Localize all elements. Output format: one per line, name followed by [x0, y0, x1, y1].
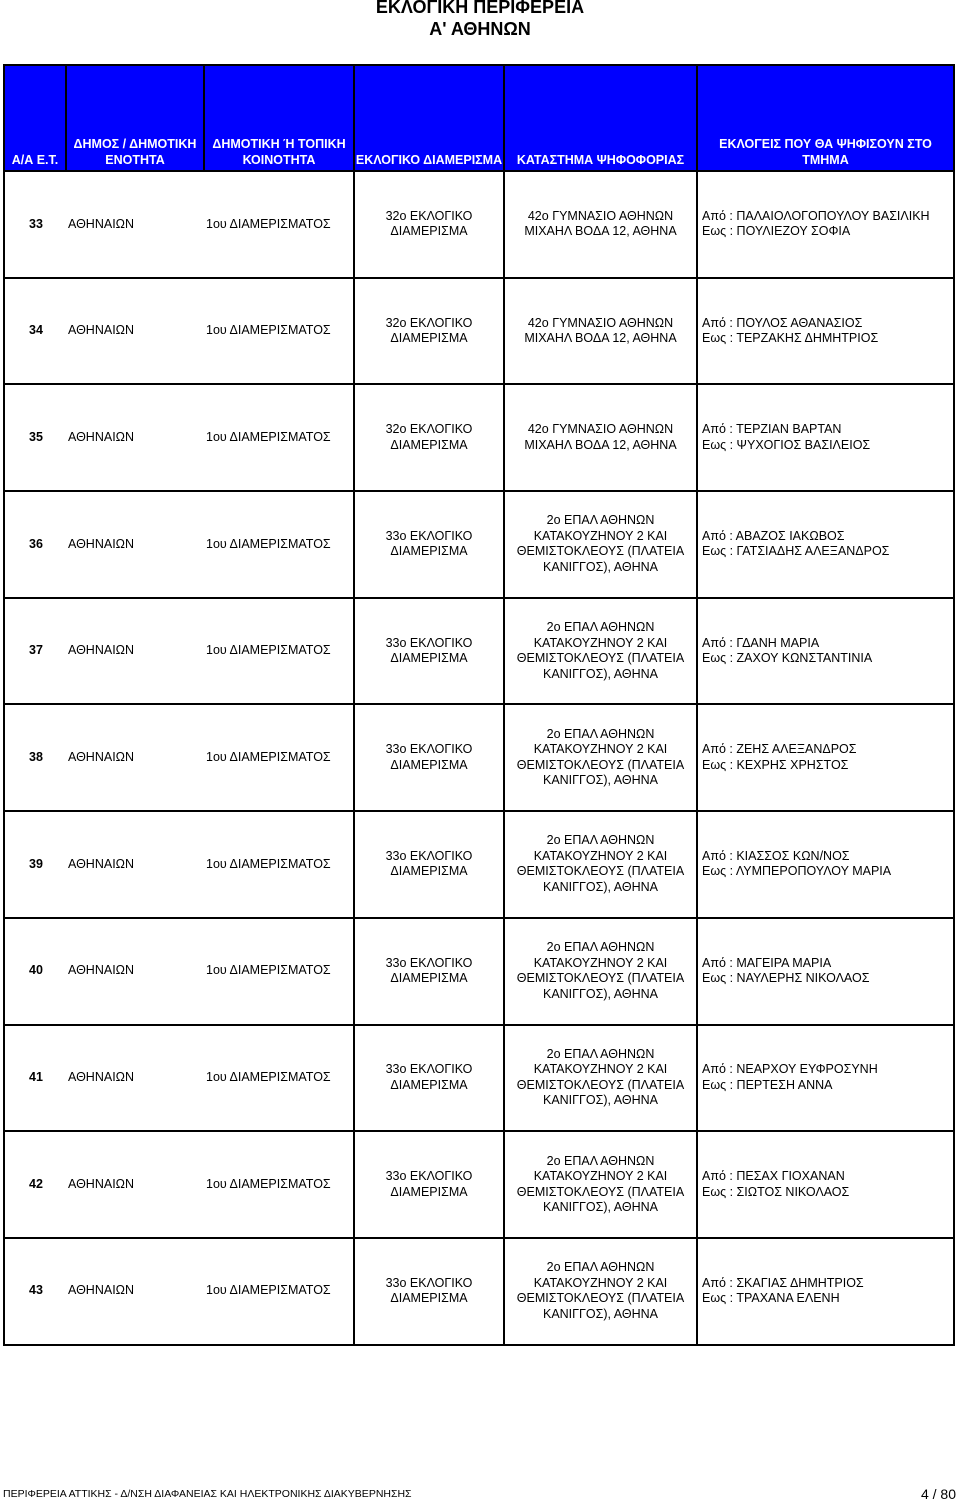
station-line: ΚΑΝΙΓΓΟΣ), ΑΘΗΝΑ — [542, 986, 658, 1001]
section-line: ΔΙΑΜΕΡΙΣΜΑ — [390, 224, 468, 239]
voters-to: Εως : ΛΥΜΠΕΡΟΠΟΥΛΟΥ ΜΑΡΙΑ — [702, 864, 892, 879]
section-line: 32ο ΕΚΛΟΓΙΚΟ — [385, 315, 473, 330]
municipality-cell: ΑΘΗΝΑΙΩΝ — [66, 918, 204, 1025]
station-line: 2ο ΕΠΑΛ ΑΘΗΝΩΝ — [546, 1046, 655, 1061]
station-line: ΘΕΜΙΣΤΟΚΛΕΟΥΣ (ΠΛΑΤΕΙΑ — [516, 651, 685, 666]
row-number: 38 — [4, 704, 66, 811]
polling-station-cell — [504, 1238, 697, 1345]
station-line: 2ο ΕΠΑΛ ΑΘΗΝΩΝ — [546, 1153, 655, 1168]
polling-station-cell — [504, 384, 697, 491]
station-line: ΚΑΤΑΚΟΥΖΗΝΟΥ 2 ΚΑΙ — [533, 635, 668, 650]
polling-station-cell — [504, 1131, 697, 1238]
voters-from: Από : ΜΑΓΕΙΡΑ ΜΑΡΙΑ — [702, 955, 832, 970]
section-line: ΔΙΑΜΕΡΙΣΜΑ — [390, 544, 468, 559]
polling-station-cell — [504, 171, 697, 278]
col-header-section: ΕΚΛΟΓΙΚΟ ΔΙΑΜΕΡΙΣΜΑ — [354, 65, 504, 171]
station-line: ΘΕΜΙΣΤΟΚΛΕΟΥΣ (ΠΛΑΤΕΙΑ — [516, 971, 685, 986]
community-cell: 1ου ΔΙΑΜΕΡΙΣΜΑΤΟΣ — [204, 1025, 354, 1132]
voters-to: Εως : ΝΑΥΛΕΡΗΣ ΝΙΚΟΛΑΟΣ — [702, 971, 870, 986]
community-cell: 1ου ΔΙΑΜΕΡΙΣΜΑΤΟΣ — [204, 1238, 354, 1345]
station-line: 42ο ΓΥΜΝΑΣΙΟ ΑΘΗΝΩΝ — [527, 315, 674, 330]
municipality-cell: ΑΘΗΝΑΙΩΝ — [66, 278, 204, 385]
col-header-num: Α/Α Ε.Τ. — [4, 65, 66, 171]
voters-range-cell — [697, 811, 954, 918]
section-cell — [354, 384, 504, 491]
polling-station-cell — [504, 704, 697, 811]
station-line: ΚΑΤΑΚΟΥΖΗΝΟΥ 2 ΚΑΙ — [533, 742, 668, 757]
voters-from: Από : ΖΕΗΣ ΑΛΕΞΑΝΔΡΟΣ — [702, 742, 857, 757]
page-subtitle: Α' ΑΘΗΝΩΝ — [429, 19, 531, 39]
section-line: 32ο ΕΚΛΟΓΙΚΟ — [385, 208, 473, 223]
voters-range-cell — [697, 598, 954, 705]
community-cell: 1ου ΔΙΑΜΕΡΙΣΜΑΤΟΣ — [204, 598, 354, 705]
community-cell: 1ου ΔΙΑΜΕΡΙΣΜΑΤΟΣ — [204, 171, 354, 278]
section-line: ΔΙΑΜΕΡΙΣΜΑ — [390, 757, 468, 772]
voters-from: Από : ΝΕΑΡΧΟΥ ΕΥΦΡΟΣΥΝΗ — [702, 1062, 878, 1077]
section-line: ΔΙΑΜΕΡΙΣΜΑ — [390, 1291, 468, 1306]
voters-from: Από : ΣΚΑΓΙΑΣ ΔΗΜΗΤΡΙΟΣ — [702, 1275, 864, 1290]
section-line: 33ο ΕΚΛΟΓΙΚΟ — [385, 635, 473, 650]
row-number: 35 — [4, 384, 66, 491]
station-line: ΜΙΧΑΗΛ ΒΟΔΑ 12, ΑΘΗΝΑ — [524, 437, 677, 452]
station-line: 2ο ΕΠΑΛ ΑΘΗΝΩΝ — [546, 1260, 655, 1275]
station-line: ΘΕΜΙΣΤΟΚΛΕΟΥΣ (ΠΛΑΤΕΙΑ — [516, 1184, 685, 1199]
community-cell: 1ου ΔΙΑΜΕΡΙΣΜΑΤΟΣ — [204, 278, 354, 385]
row-number: 37 — [4, 598, 66, 705]
voters-range-cell — [697, 1238, 954, 1345]
col-header-store: ΚΑΤΑΣΤΗΜΑ ΨΗΦΟΦΟΡΙΑΣ — [504, 65, 697, 171]
section-line: ΔΙΑΜΕΡΙΣΜΑ — [390, 651, 468, 666]
section-line: ΔΙΑΜΕΡΙΣΜΑ — [390, 331, 468, 346]
voters-range-cell — [697, 384, 954, 491]
voters-from: Από : ΚΙΑΣΣΟΣ ΚΩΝ/ΝΟΣ — [702, 848, 850, 863]
municipality-cell: ΑΘΗΝΑΙΩΝ — [66, 1131, 204, 1238]
station-line: ΘΕΜΙΣΤΟΚΛΕΟΥΣ (ΠΛΑΤΕΙΑ — [516, 544, 685, 559]
section-line: 32ο ΕΚΛΟΓΙΚΟ — [385, 422, 473, 437]
voters-range-cell — [697, 1025, 954, 1132]
community-cell: 1ου ΔΙΑΜΕΡΙΣΜΑΤΟΣ — [204, 1131, 354, 1238]
section-cell — [354, 918, 504, 1025]
section-line: 33ο ΕΚΛΟΓΙΚΟ — [385, 1169, 473, 1184]
station-line: ΚΑΝΙΓΓΟΣ), ΑΘΗΝΑ — [542, 1200, 658, 1215]
section-cell — [354, 278, 504, 385]
voters-to: Εως : ΨΥΧΟΓΙΟΣ ΒΑΣΙΛΕΙΟΣ — [702, 437, 871, 452]
voters-range-cell — [697, 704, 954, 811]
community-cell: 1ου ΔΙΑΜΕΡΙΣΜΑΤΟΣ — [204, 811, 354, 918]
row-number: 43 — [4, 1238, 66, 1345]
section-line: ΔΙΑΜΕΡΙΣΜΑ — [390, 864, 468, 879]
row-number: 40 — [4, 918, 66, 1025]
section-line: 33ο ΕΚΛΟΓΙΚΟ — [385, 528, 473, 543]
municipality-cell: ΑΘΗΝΑΙΩΝ — [66, 1025, 204, 1132]
section-line: ΔΙΑΜΕΡΙΣΜΑ — [390, 1077, 468, 1092]
page-number: 4 / 80 — [920, 1486, 956, 1502]
polling-station-cell — [504, 491, 697, 598]
section-line: 33ο ΕΚΛΟΓΙΚΟ — [385, 742, 473, 757]
section-line: 33ο ΕΚΛΟΓΙΚΟ — [385, 1275, 473, 1290]
station-line: 2ο ΕΠΑΛ ΑΘΗΝΩΝ — [546, 940, 655, 955]
table-row — [4, 384, 954, 491]
section-cell — [354, 171, 504, 278]
polling-station-cell — [504, 598, 697, 705]
station-line: ΘΕΜΙΣΤΟΚΛΕΟΥΣ (ΠΛΑΤΕΙΑ — [516, 1077, 685, 1092]
table-row — [4, 1025, 954, 1132]
voters-from: Από : ΠΑΛΑΙΟΛΟΓΟΠΟΥΛΟΥ ΒΑΣΙΛΙΚΗ — [702, 208, 930, 223]
page-footer — [3, 1486, 958, 1502]
table-row — [4, 1131, 954, 1238]
station-line: ΚΑΝΙΓΓΟΣ), ΑΘΗΝΑ — [542, 666, 658, 681]
municipality-cell: ΑΘΗΝΑΙΩΝ — [66, 598, 204, 705]
page-header — [0, 0, 960, 40]
row-number: 39 — [4, 811, 66, 918]
polling-station-cell — [504, 811, 697, 918]
station-line: 2ο ΕΠΑΛ ΑΘΗΝΩΝ — [546, 620, 655, 635]
voters-to: Εως : ΓΑΤΣΙΑΔΗΣ ΑΛΕΞΑΝΔΡΟΣ — [702, 544, 890, 559]
station-line: ΚΑΤΑΚΟΥΖΗΝΟΥ 2 ΚΑΙ — [533, 1169, 668, 1184]
municipality-cell: ΑΘΗΝΑΙΩΝ — [66, 491, 204, 598]
section-line: ΔΙΑΜΕΡΙΣΜΑ — [390, 437, 468, 452]
table-row — [4, 811, 954, 918]
section-line: ΔΙΑΜΕΡΙΣΜΑ — [390, 1184, 468, 1199]
table-header-row — [4, 65, 954, 171]
section-cell — [354, 1025, 504, 1132]
polling-station-cell — [504, 918, 697, 1025]
footer-text: ΠΕΡΙΦΕΡΕΙΑ ΑΤΤΙΚΗΣ - Δ/ΝΣΗ ΔΙΑΦΑΝΕΙΑΣ ΚΑΙ ΗΛΕΚΤΡΟΝΙΚΗΣ ΔΙΑΚΥΒΕΡΝΗΣΗΣ — [3, 1488, 412, 1500]
row-number: 36 — [4, 491, 66, 598]
station-line: 2ο ΕΠΑΛ ΑΘΗΝΩΝ — [546, 833, 655, 848]
section-cell — [354, 598, 504, 705]
polling-station-cell — [504, 278, 697, 385]
station-line: 42ο ΓΥΜΝΑΣΙΟ ΑΘΗΝΩΝ — [527, 422, 674, 437]
row-number: 34 — [4, 278, 66, 385]
station-line: ΚΑΤΑΚΟΥΖΗΝΟΥ 2 ΚΑΙ — [533, 955, 668, 970]
table-body — [4, 171, 954, 1345]
col-header-municipality: ΔΗΜΟΣ / ΔΗΜΟΤΙΚΗ ΕΝΟΤΗΤΑ — [66, 65, 204, 171]
voters-to: Εως : ΖΑΧΟΥ ΚΩΝΣΤΑΝΤΙΝΙΑ — [702, 651, 873, 666]
station-line: ΚΑΝΙΓΓΟΣ), ΑΘΗΝΑ — [542, 1093, 658, 1108]
voters-range-cell — [697, 491, 954, 598]
voters-range-cell — [697, 1131, 954, 1238]
community-cell: 1ου ΔΙΑΜΕΡΙΣΜΑΤΟΣ — [204, 384, 354, 491]
municipality-cell: ΑΘΗΝΑΙΩΝ — [66, 1238, 204, 1345]
station-line: ΚΑΝΙΓΓΟΣ), ΑΘΗΝΑ — [542, 773, 658, 788]
station-line: ΚΑΤΑΚΟΥΖΗΝΟΥ 2 ΚΑΙ — [533, 528, 668, 543]
polling-station-cell — [504, 1025, 697, 1132]
col-header-voters: ΕΚΛΟΓΕΙΣ ΠΟΥ ΘΑ ΨΗΦΙΣΟΥΝ ΣΤΟ ΤΜΗΜΑ — [697, 65, 954, 171]
section-line: 33ο ΕΚΛΟΓΙΚΟ — [385, 955, 473, 970]
community-cell: 1ου ΔΙΑΜΕΡΙΣΜΑΤΟΣ — [204, 491, 354, 598]
table-row — [4, 704, 954, 811]
community-cell: 1ου ΔΙΑΜΕΡΙΣΜΑΤΟΣ — [204, 704, 354, 811]
station-line: ΜΙΧΑΗΛ ΒΟΔΑ 12, ΑΘΗΝΑ — [524, 331, 677, 346]
table-row — [4, 171, 954, 278]
station-line: ΚΑΝΙΓΓΟΣ), ΑΘΗΝΑ — [542, 1306, 658, 1321]
voters-from: Από : ΓΔΑΝΗ ΜΑΡΙΑ — [702, 635, 820, 650]
row-number: 33 — [4, 171, 66, 278]
voters-to: Εως : ΣΙΩΤΟΣ ΝΙΚΟΛΑΟΣ — [702, 1184, 850, 1199]
station-line: ΚΑΝΙΓΓΟΣ), ΑΘΗΝΑ — [542, 559, 658, 574]
community-cell: 1ου ΔΙΑΜΕΡΙΣΜΑΤΟΣ — [204, 918, 354, 1025]
polling-stations-table — [3, 64, 955, 1346]
section-cell — [354, 811, 504, 918]
page-title: ΕΚΛΟΓΙΚΗ ΠΕΡΙΦΕΡΕΙΑ — [375, 0, 585, 17]
row-number: 42 — [4, 1131, 66, 1238]
voters-from: Από : ΑΒΑΖΟΣ ΙΑΚΩΒΟΣ — [702, 528, 845, 543]
section-cell — [354, 1238, 504, 1345]
voters-range-cell — [697, 171, 954, 278]
table-row — [4, 491, 954, 598]
voters-range-cell — [697, 278, 954, 385]
section-cell — [354, 1131, 504, 1238]
station-line: ΚΑΤΑΚΟΥΖΗΝΟΥ 2 ΚΑΙ — [533, 1275, 668, 1290]
table-row — [4, 1238, 954, 1345]
voters-range-cell — [697, 918, 954, 1025]
section-line: 33ο ΕΚΛΟΓΙΚΟ — [385, 1062, 473, 1077]
table-row — [4, 278, 954, 385]
municipality-cell: ΑΘΗΝΑΙΩΝ — [66, 384, 204, 491]
section-line: 33ο ΕΚΛΟΓΙΚΟ — [385, 848, 473, 863]
section-cell — [354, 704, 504, 811]
voters-to: Εως : ΚΕΧΡΗΣ ΧΡΗΣΤΟΣ — [702, 757, 849, 772]
station-line: ΘΕΜΙΣΤΟΚΛΕΟΥΣ (ΠΛΑΤΕΙΑ — [516, 864, 685, 879]
voters-to: Εως : ΤΡΑΧΑΝΑ ΕΛΕΝΗ — [702, 1291, 840, 1306]
table-row — [4, 918, 954, 1025]
station-line: ΘΕΜΙΣΤΟΚΛΕΟΥΣ (ΠΛΑΤΕΙΑ — [516, 757, 685, 772]
station-line: 42ο ΓΥΜΝΑΣΙΟ ΑΘΗΝΩΝ — [527, 208, 674, 223]
station-line: 2ο ΕΠΑΛ ΑΘΗΝΩΝ — [546, 513, 655, 528]
voters-from: Από : ΤΕΡΖΙΑΝ ΒΑΡΤΑΝ — [702, 422, 842, 437]
station-line: 2ο ΕΠΑΛ ΑΘΗΝΩΝ — [546, 726, 655, 741]
station-line: ΘΕΜΙΣΤΟΚΛΕΟΥΣ (ΠΛΑΤΕΙΑ — [516, 1291, 685, 1306]
col-header-unit: ΔΗΜΟΤΙΚΗ Ή ΤΟΠΙΚΗ ΚΟΙΝΟΤΗΤΑ — [204, 65, 354, 171]
section-line: ΔΙΑΜΕΡΙΣΜΑ — [390, 971, 468, 986]
municipality-cell: ΑΘΗΝΑΙΩΝ — [66, 171, 204, 278]
station-line: ΚΑΝΙΓΓΟΣ), ΑΘΗΝΑ — [542, 879, 658, 894]
municipality-cell: ΑΘΗΝΑΙΩΝ — [66, 811, 204, 918]
station-line: ΚΑΤΑΚΟΥΖΗΝΟΥ 2 ΚΑΙ — [533, 1062, 668, 1077]
row-number: 41 — [4, 1025, 66, 1132]
voters-to: Εως : ΠΟΥΛΙΕΖΟΥ ΣΟΦΙΑ — [702, 224, 851, 239]
table-row — [4, 598, 954, 705]
section-cell — [354, 491, 504, 598]
voters-from: Από : ΠΕΣΑΧ ΓΙΟΧΑΝΑΝ — [702, 1169, 845, 1184]
station-line: ΚΑΤΑΚΟΥΖΗΝΟΥ 2 ΚΑΙ — [533, 848, 668, 863]
voters-from: Από : ΠΟΥΛΟΣ ΑΘΑΝΑΣΙΟΣ — [702, 315, 863, 330]
voters-to: Εως : ΠΕΡΤΕΣΗ ΑΝΝΑ — [702, 1077, 833, 1092]
voters-to: Εως : ΤΕΡΖΑΚΗΣ ΔΗΜΗΤΡΙΟΣ — [702, 331, 879, 346]
municipality-cell: ΑΘΗΝΑΙΩΝ — [66, 704, 204, 811]
station-line: ΜΙΧΑΗΛ ΒΟΔΑ 12, ΑΘΗΝΑ — [524, 224, 677, 239]
